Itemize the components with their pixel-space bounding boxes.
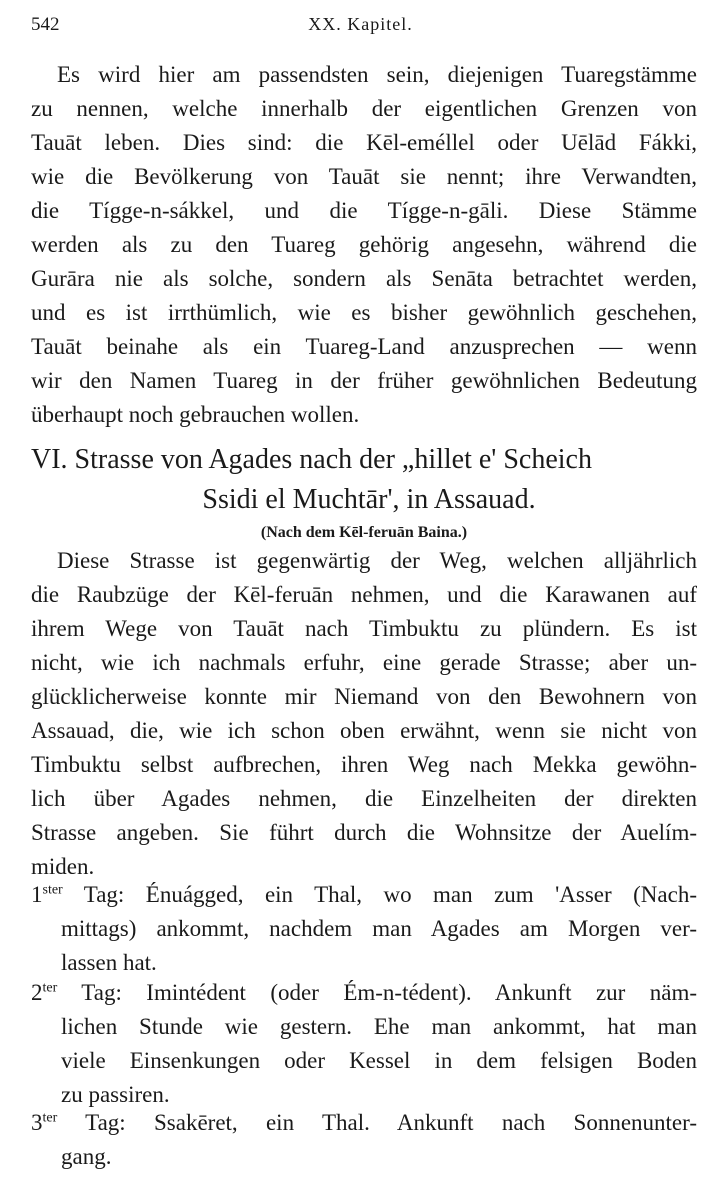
day-ordinal-suffix: ter [42, 1110, 58, 1126]
day-label: Tag: [85, 1110, 126, 1135]
day-label: Tag: [83, 882, 125, 907]
day-number: 1 [31, 882, 43, 907]
text-line: und es ist irrthümlich, wie es bisher gewöhnlich geschehen, [31, 300, 697, 325]
section-heading [31, 440, 697, 546]
text-line: wir den Namen Tuareg in der früher gewöhnlichen Bedeutung [31, 368, 697, 393]
main-paragraph [31, 544, 697, 884]
text-line [31, 976, 697, 1010]
itinerary-day-1 [31, 878, 697, 980]
text-line: Es wird hier am passendsten sein, diejenigen Tuaregstämme [57, 62, 697, 87]
text-line: mittags) ankommt, nachdem man Agades am Morgen ver- [61, 916, 697, 941]
text-line: zu nennen, welche innerhalb der eigentlichen Grenzen von [31, 96, 697, 121]
text-line: zu passiren. [61, 1082, 170, 1107]
text-line: glücklicherweise konnte mir Niemand von den Bewohnern von [31, 684, 697, 709]
day-ordinal-suffix: ster [42, 882, 63, 898]
text-line: ihrem Wege von Tauāt nach Timbuktu zu plündern. Es ist [31, 616, 697, 641]
day-description: Ssakēret, ein Thal. Ankunft nach Sonnenunter- [154, 1110, 697, 1135]
text-line: miden. [31, 854, 95, 879]
text-line: Diese Strasse ist gegenwärtig der Weg, welchen alljährlich [57, 548, 697, 573]
day-description: Énuágged, ein Thal, wo man zum 'Asser (Nach- [145, 882, 697, 907]
text-line [31, 878, 697, 912]
text-line: wie die Bevölkerung von Tauāt sie nennt; ihre Verwandten, [31, 164, 697, 189]
text-line: lich über Agades nehmen, die Einzelheiten der direkten [31, 786, 697, 811]
day-number: 3 [31, 1110, 43, 1135]
text-line: Tauāt leben. Dies sind: die Kēl-eméllel oder Uēlād Fákki, [31, 130, 697, 155]
day-number: 2 [31, 980, 43, 1005]
itinerary-day-2 [31, 976, 697, 1112]
source-note: (Nach dem Kēl-feruān Baina.) [260, 524, 468, 541]
text-line: werden als zu den Tuareg gehörig angesehn, während die [31, 232, 697, 257]
day-description: Imintédent (oder Ém-n-tédent). Ankunft zur näm- [146, 980, 697, 1005]
text-line [31, 1106, 697, 1140]
text-line: viele Einsenkungen oder Kessel in dem felsigen Boden [61, 1048, 697, 1073]
intro-paragraph [31, 58, 697, 432]
section-title-line-2: Ssidi el Muchtār', in Assauad. [202, 484, 536, 515]
text-line: Strasse angeben. Sie führt durch die Wohnsitze der Auelím- [31, 820, 697, 845]
text-line: lassen hat. [61, 950, 157, 975]
text-line: lichen Stunde wie gestern. Ehe man ankommt, hat man [61, 1014, 697, 1039]
day-label: Tag: [81, 980, 122, 1005]
text-line: nicht, wie ich nachmals erfuhr, eine gerade Strasse; aber un- [31, 650, 697, 675]
day-ordinal-suffix: ter [42, 980, 58, 996]
text-line: Gurāra nie als solche, sondern als Senāta betrachtet werden, [31, 266, 697, 291]
text-line: Tauāt beinahe als ein Tuareg-Land anzusprechen — wenn [31, 334, 697, 359]
section-title-line-1: VI. Strasse von Agades nach der „hillet e' Scheich [31, 444, 592, 475]
page-number: 542 [31, 14, 60, 35]
text-line: die Tígge-n-sákkel, und die Tígge-n-gāli. Diese Stämme [31, 198, 697, 223]
itinerary-entry [31, 878, 697, 980]
itinerary-day-3 [31, 1106, 697, 1174]
text-line: Assauad, die, wie ich schon oben erwähnt, wenn sie nicht von [31, 718, 697, 743]
text-line: Timbuktu selbst aufbrechen, ihren Weg nach Mekka gewöhn- [31, 752, 697, 777]
text-line: die Raubzüge der Kēl-feruān nehmen, und die Karawanen auf [31, 582, 697, 607]
chapter-title: XX. Kapitel. [308, 14, 413, 34]
text-line: überhaupt noch gebrauchen wollen. [31, 402, 360, 427]
running-head [0, 14, 721, 44]
text-line: gang. [61, 1144, 112, 1169]
itinerary-entry [31, 976, 697, 1112]
itinerary-entry [31, 1106, 697, 1174]
